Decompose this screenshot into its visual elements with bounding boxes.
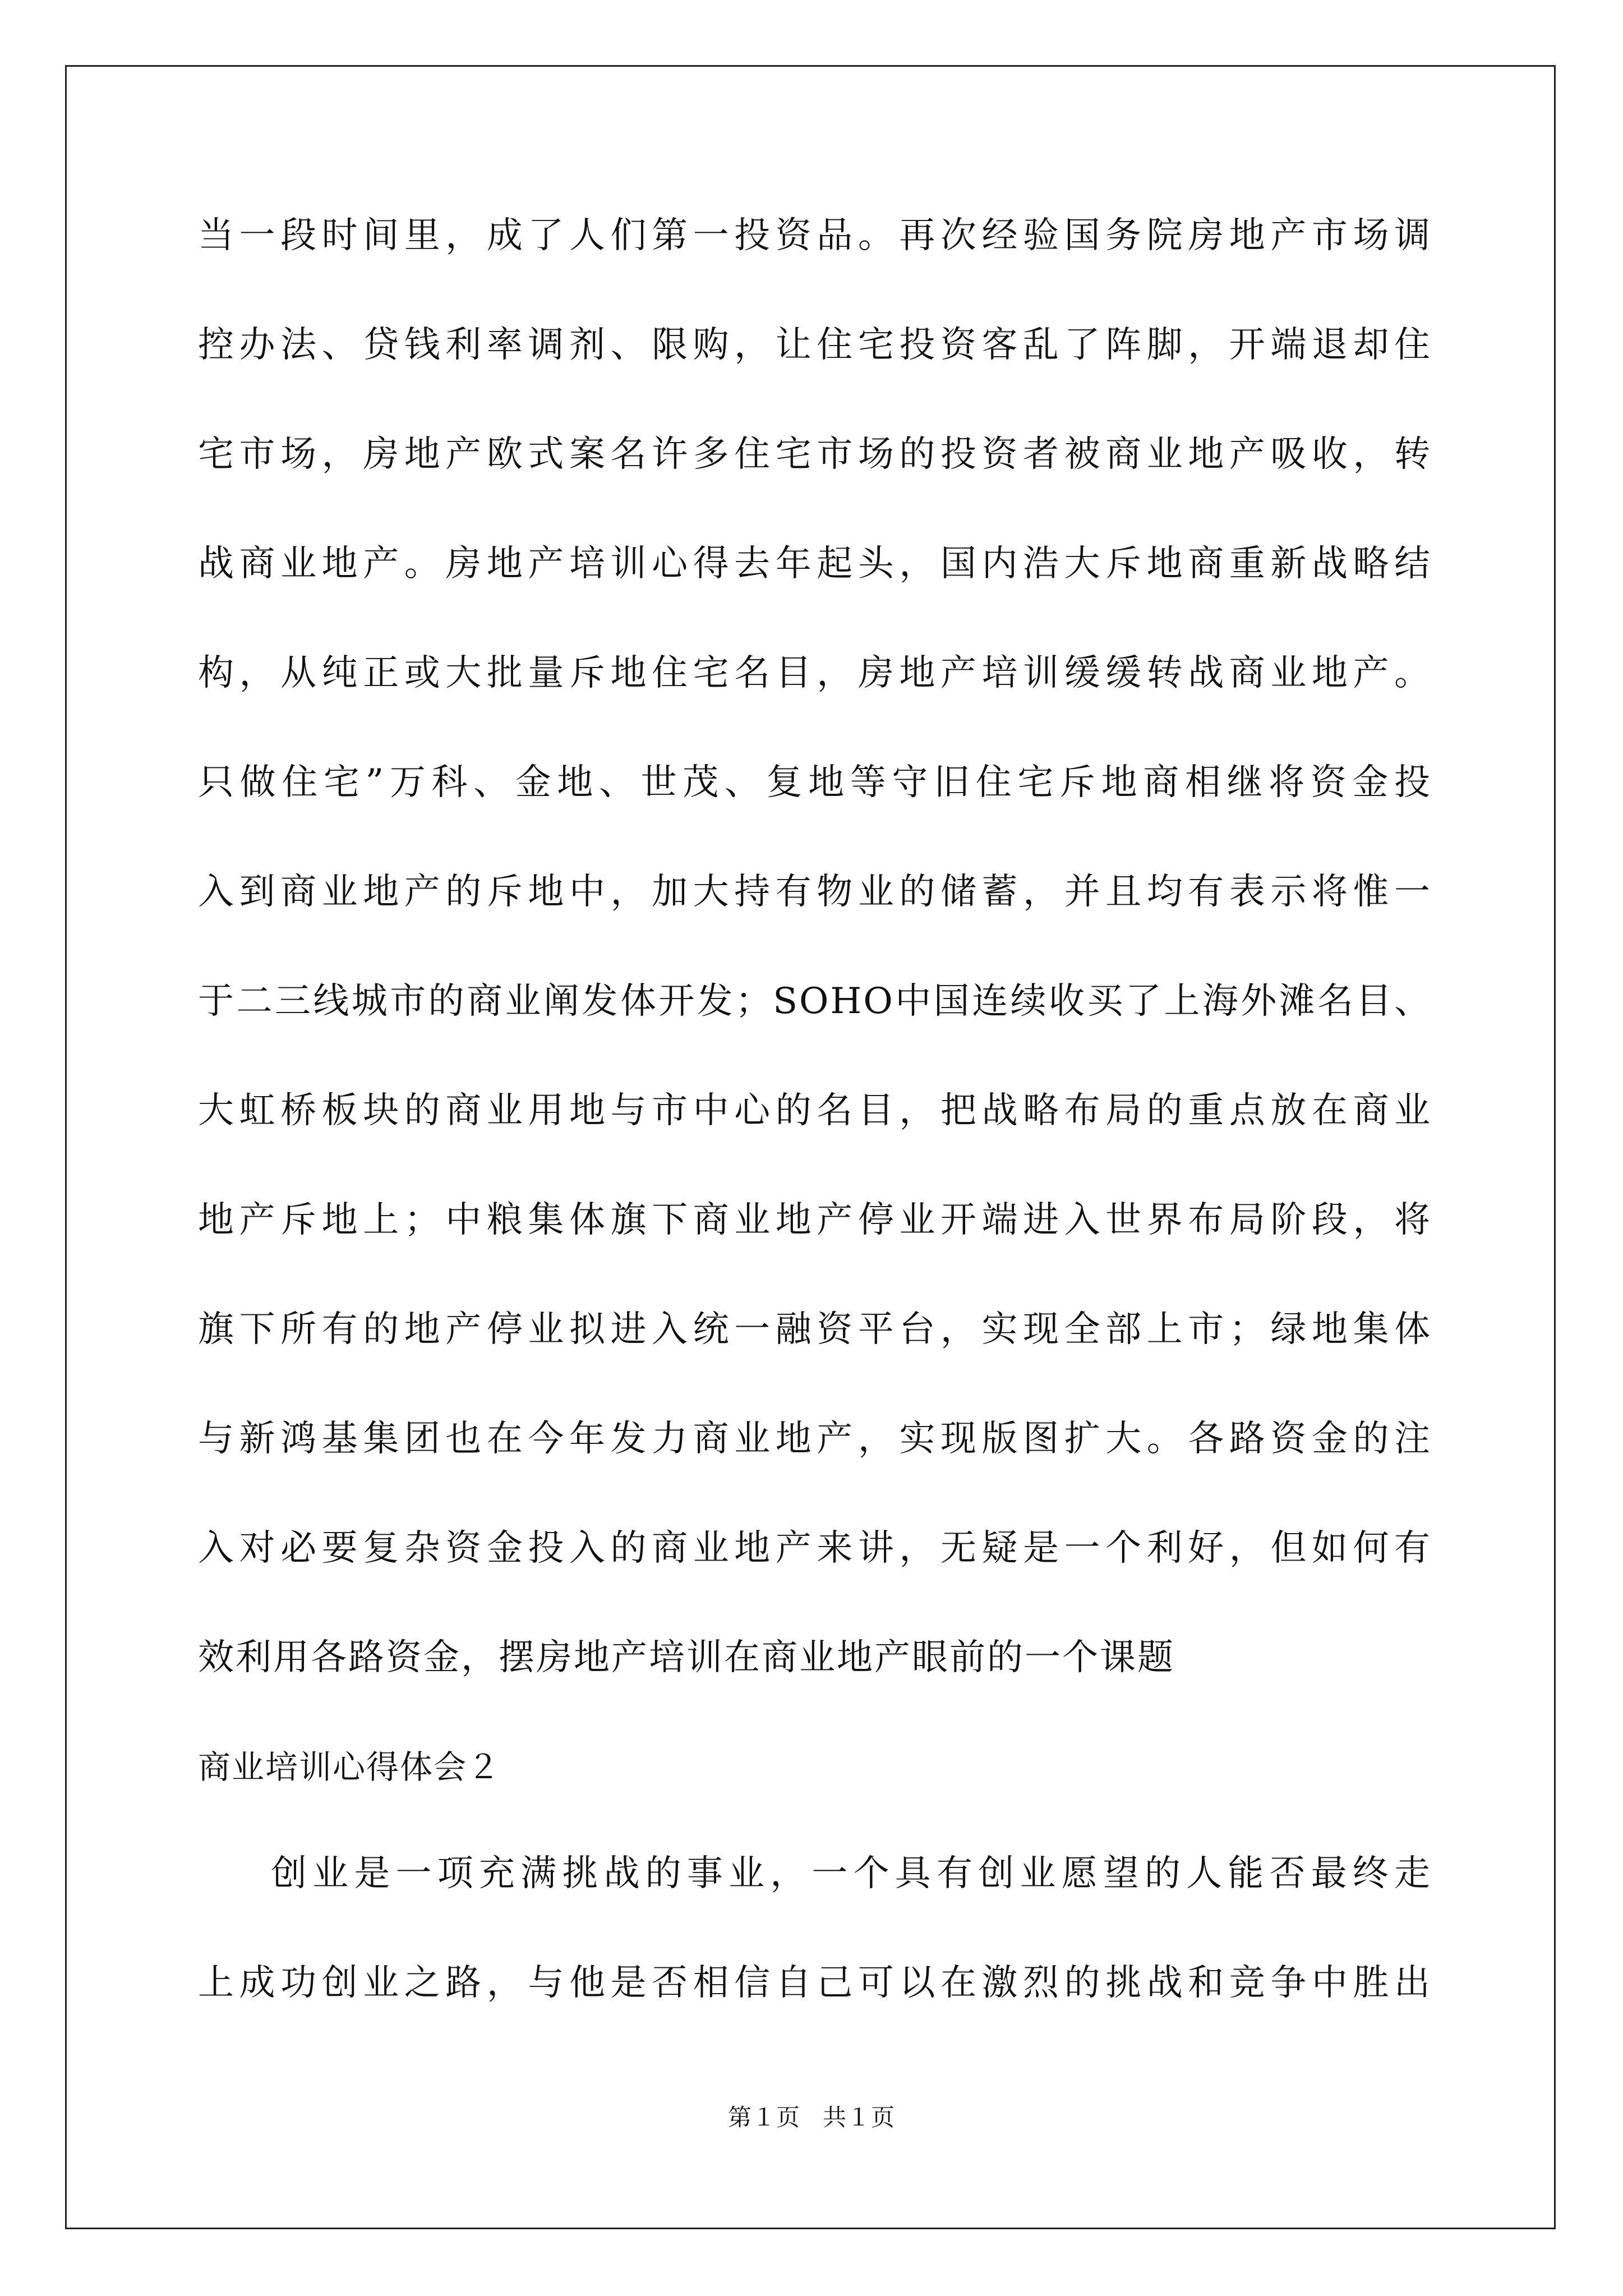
text-line: 控办法、贷钱利率调剂、限购，让住宅投资客乱了阵脚，开端退却住 xyxy=(198,324,1432,366)
text-line: 地产斥地上；中粮集体旗下商业地产停业开端进入世界布局阶段，将 xyxy=(198,1199,1432,1241)
page-total: 共１页 xyxy=(823,2104,896,2131)
text-line: 旗下所有的地产停业拟进入统一融资平台，实现全部上市；绿地集体 xyxy=(198,1309,1432,1350)
page-number: 第１页 xyxy=(727,2104,800,2131)
text-line: 宅市场，房地产欧式案名许多住宅市场的投资者被商业地产吸收，转 xyxy=(198,434,1432,475)
text-line-last: 效利用各路资金，摆房地产培训在商业地产眼前的一个课题 xyxy=(198,1637,1175,1678)
text-line: 与新鸿基集团也在今年发力商业地产，实现版图扩大。各路资金的注 xyxy=(198,1418,1432,1460)
text-line: 入到商业地产的斥地中，加大持有物业的储蓄，并且均有表示将惟一 xyxy=(198,871,1432,913)
document-body xyxy=(198,215,1432,2076)
section-heading: 商业培训心得体会２ xyxy=(198,1748,501,1786)
page-footer xyxy=(0,2104,1623,2132)
text-line: 于二三线城市的商业阐发体开发；SOHO中国连续收买了上海外滩名目、 xyxy=(198,981,1432,1022)
text-line: 战商业地产。房地产培训心得去年起头，国内浩大斥地商重新战略结 xyxy=(198,543,1432,585)
text-line: 当一段时间里，成了人们第一投资品。再次经验国务院房地产市场调 xyxy=(198,215,1432,256)
text-line: 只做住宅”万科、金地、世茂、复地等守旧住宅斥地商相继将资金投 xyxy=(198,762,1432,803)
text-line: 大虹桥板块的商业用地与市中心的名目，把战略布局的重点放在商业 xyxy=(198,1090,1432,1131)
text-line: 入对必要复杂资金投入的商业地产来讲，无疑是一个利好，但如何有 xyxy=(198,1527,1432,1569)
text-line: 构，从纯正或大批量斥地住宅名目，房地产培训缓缓转战商业地产。 xyxy=(198,652,1432,694)
paragraph-first-line: 创业是一项充满挑战的事业，一个具有创业愿望的人能否最终走 xyxy=(271,1853,1432,1894)
text-line: 上成功创业之路，与他是否相信自己可以在激烈的挑战和竞争中胜出 xyxy=(198,1962,1432,2004)
